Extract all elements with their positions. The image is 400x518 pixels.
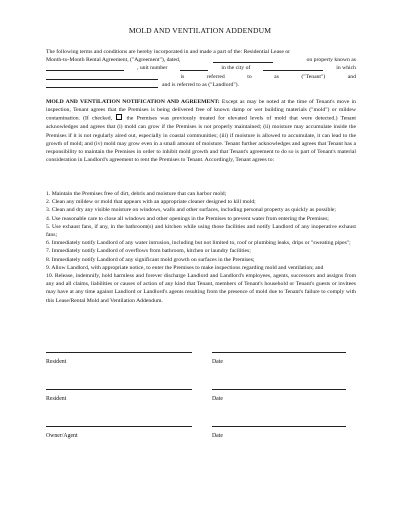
intro-line-4: [46, 73, 356, 81]
document-title: MOLD AND VENTILATION ADDENDUM: [128, 26, 272, 35]
resident-1-date-line[interactable]: [212, 352, 346, 353]
list-item: 10. Release, indemnify, hold harmless and forever discharge Landlord and Landlord's employees, agents, successors and assigns from any and all claims, liabilities or causes of action of any kind that Tenant, members of Tenant's household or Tenant's guests or invitees may have at any time against Landlord or Landlord's agents resulting from the presence of mold due to Tenant's failure to comply with this Lease/Rental Mold and Ventilation Addendum.: [46, 273, 356, 304]
unit-number-field[interactable]: [180, 64, 208, 71]
agreement-date-label: Month-to-Month Rental Agreement, ("Agreement"), dated,: [46, 57, 181, 64]
unit-number-label: , unit number: [136, 65, 168, 72]
intro-word: is: [180, 73, 185, 80]
agreement-date-field[interactable]: [213, 56, 273, 63]
intro-word: ("Tenant"): [301, 73, 326, 80]
intro-line-3: [46, 64, 356, 72]
resident-2-signature-line[interactable]: [46, 389, 192, 390]
owner-agent-signature-line[interactable]: [46, 426, 192, 427]
intro-paragraph: [46, 48, 356, 89]
landlord-referred-label: and is referred to as ("Landlord").: [162, 81, 239, 88]
landlord-name-field[interactable]: [46, 81, 158, 88]
notice-heading: MOLD AND VENTILATION NOTIFICATION AND AGREEMENT:: [46, 99, 220, 105]
resident-2-date-line[interactable]: [212, 389, 346, 390]
notice-body-a: Except as may be noted at the time of Tenant's move in inspection, Tenant agrees that the Premises is being delivered free of known damp or wet building materials ("mold") or mildew contamination. (If checked,: [46, 99, 357, 123]
owner-agent-date-line[interactable]: [212, 426, 346, 427]
owner-agent-date-label: Date: [212, 433, 223, 439]
property-known-label: on property known as: [306, 57, 356, 64]
previously-treated-checkbox[interactable]: [116, 114, 122, 120]
list-item: 2. Clean any mildew or mold that appears with an appropriate cleaner designed to kill mold;: [46, 199, 256, 206]
list-item: 7. Immediately notify Landlord of overflows from bathroom, kitchen or laundry facilities;: [46, 248, 251, 255]
list-item: 8. Immediately notify Landlord of any significant mold growth on surfaces in the Premises;: [46, 256, 255, 263]
city-label: in the city of: [221, 65, 251, 72]
intro-line-1: [46, 48, 356, 56]
list-item: 4. Use reasonable care to close all windows and other openings in the Premises to prevent water from entering the Premises;: [46, 215, 329, 222]
list-item: 6. Immediately notify Landlord of any water intrusion, including but not limited to, roof or plumbing leaks, drips or "sweating pipes";: [46, 240, 351, 247]
list-item: 5. Use exhaust fans, if any, in the bathroom(s) and kitchen while using those facilities and notify Landlord of any inoperative exhaust fans;: [46, 223, 356, 239]
intro-word: referred: [206, 73, 225, 80]
resident-1-date-label: Date: [212, 359, 223, 365]
resident-1-label: Resident: [46, 359, 67, 365]
list-item: 1. Maintain the Premises free of dirt, debris and moisture that can harbor mold;: [46, 191, 227, 197]
property-address-field[interactable]: [46, 64, 124, 71]
list-item: 3. Clean and dry any visible moisture on windows, walls and other surfaces, including personal property as quickly as possible;: [46, 207, 337, 214]
in-which-label: in which: [336, 65, 356, 72]
intro-line-5: [46, 81, 356, 89]
tenant-obligations-list: [46, 190, 356, 305]
notice-paragraph: [46, 98, 356, 164]
notice-body-b: the Premises was previously treated for elevated levels of mold that were detected.) Tenant acknowledges and agrees that (i) mold can grow if the Premises is not properly maintained; (ii) moisture may accumulate inside the Premises if it is not regularly aired out, especially in coastal communities; (iii) if moisture is allowed to accumulate, it can lead to the growth of mold; and (iv) mold may grow even in a small amount of moisture. Tenant further acknowledges and agrees that Tenant has a responsibility to maintain the Premises in order to inhibit mold growth and that Tenant's agreement to do so is part of Tenant's material consideration in Landlord's agreement to rent the Premises to Tenant. Accordingly, Tenant agrees to:: [46, 116, 357, 164]
city-field[interactable]: [263, 64, 323, 71]
intro-line-2: [46, 56, 356, 64]
intro-word: as: [274, 73, 279, 80]
resident-1-signature-line[interactable]: [46, 352, 192, 353]
intro-line-1-text: The following terms and conditions are hereby incorporated in and made a part of the: Residential Lease or: [46, 49, 291, 55]
list-item: 9. Allow Landlord, with appropriate notice, to enter the Premises to make inspections regarding mold and ventilation; and: [46, 264, 324, 271]
intro-word: and: [347, 73, 356, 80]
intro-word: to: [247, 73, 252, 80]
resident-2-label: Resident: [46, 396, 67, 402]
tenant-name-field[interactable]: [46, 73, 158, 80]
resident-2-date-label: Date: [212, 396, 223, 402]
owner-agent-label: Owner/Agent: [46, 433, 78, 439]
